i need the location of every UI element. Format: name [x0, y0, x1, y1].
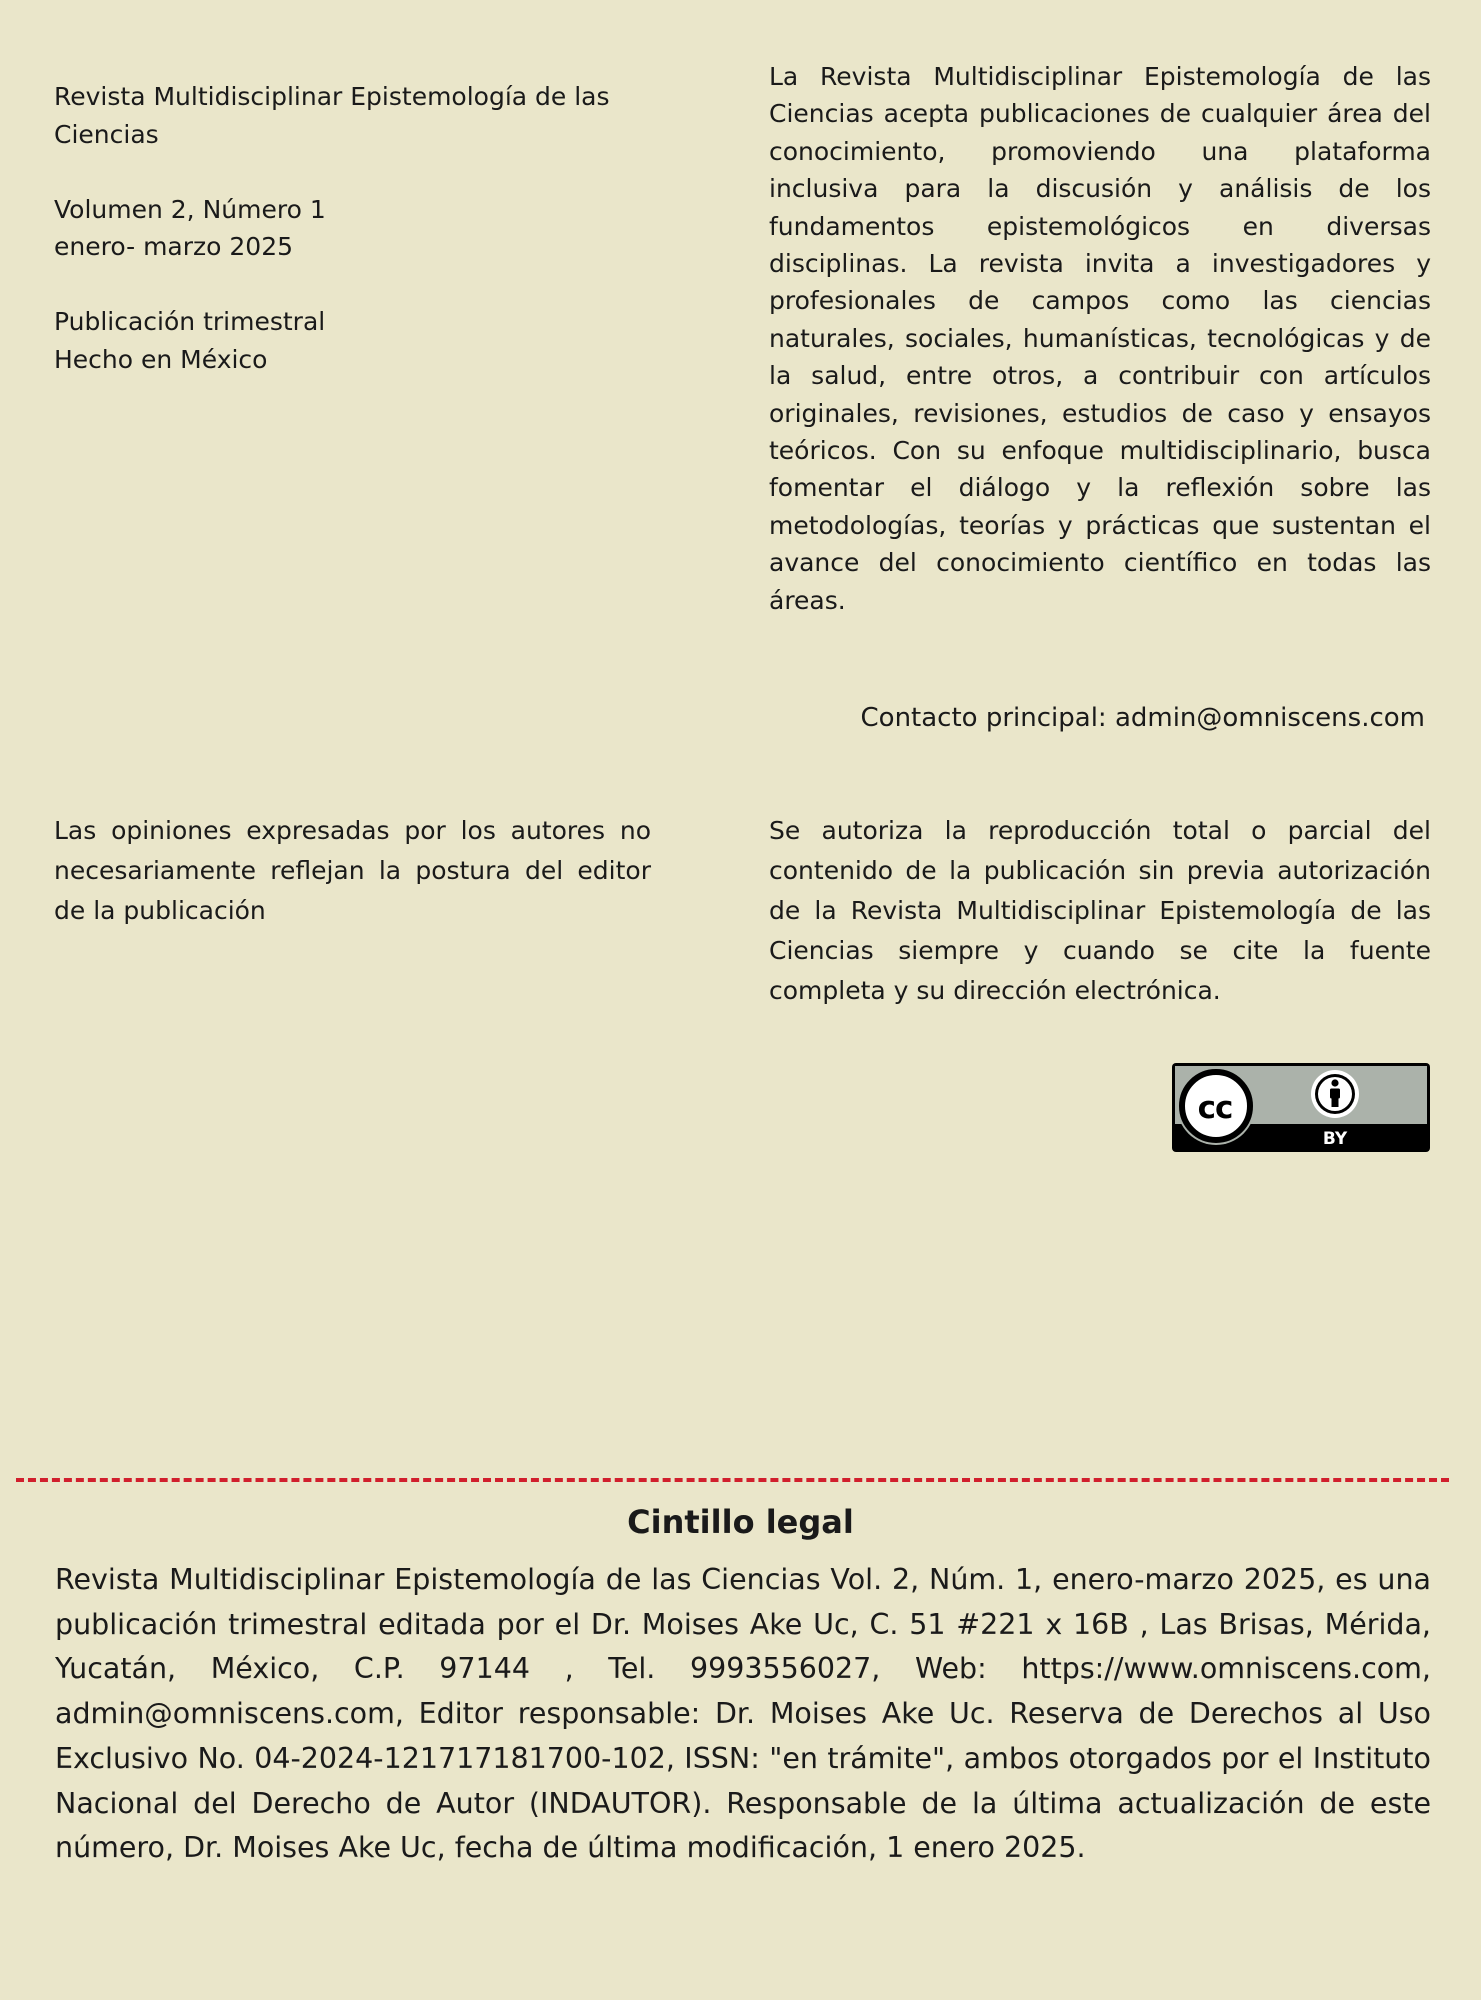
- publication-info: [54, 303, 654, 378]
- cc-by-license-icon: [1171, 1062, 1431, 1153]
- contact-line: Contacto principal: admin@omniscens.com: [860, 703, 1425, 733]
- by-label: BY: [1322, 1129, 1348, 1149]
- cc-label: cc: [1197, 1090, 1233, 1126]
- issue-period: enero- marzo 2025: [54, 232, 294, 261]
- publication-frequency: Publicación trimestral: [54, 307, 326, 336]
- legal-title: Cintillo legal: [627, 1503, 854, 1541]
- reproduction-notice: Se autoriza la reproducción total o parcial del contenido de la publicación sin previa autorización de la Revista Multidisciplinar Epistemología de las Ciencias siempre y cuando se cite la fuente completa y su dirección electrónica.: [769, 816, 1431, 1005]
- masthead-info: [54, 78, 654, 416]
- section-divider: [16, 1478, 1449, 1482]
- journal-name: Revista Multidisciplinar Epistemología de las Ciencias: [54, 82, 610, 149]
- issue-info: [54, 191, 654, 266]
- publication-origin: Hecho en México: [54, 344, 268, 374]
- disclaimer-text: Las opiniones expresadas por los autores no necesariamente reflejan la postura del editor de la publicación: [54, 816, 651, 925]
- volume-number: Volumen 2, Número 1: [54, 194, 326, 224]
- legal-text: Revista Multidisciplinar Epistemología de las Ciencias Vol. 2, Núm. 1, enero-marzo 2025, es una publicación trimestral editada por el Dr. Moises Ake Uc, C. 51 #221 x 16B , Las Brisas, Mérida, Yucatán, México, C.P. 97144 , Tel. 9993556027, Web: https://www.omniscens.com, admin@omniscens.com, Editor responsable: Dr. Moises Ake Uc. Reserva de Derechos al Uso Exclusivo No. 04-2024-121717181700-102, ISSN: "en trámite", ambos otorgados por el Instituto Nacional del Derecho de Autor (INDAUTOR). Responsable de la última actualización de este número, Dr. Moises Ake Uc, fecha de última modificación, 1 enero 2025.: [55, 1563, 1431, 1865]
- journal-description: La Revista Multidisciplinar Epistemología de las Ciencias acepta publicaciones de cualquier área del conocimiento, promoviendo una plataforma inclusiva para la discusión y análisis de los fundamentos epistemológicos en diversas disciplinas. La revista invita a investigadores y profesionales de campos como las ciencias naturales, sociales, humanísticas, tecnológicas y de la salud, entre otros, a contribuir con artículos originales, revisiones, estudios de caso y ensayos teóricos. Con su enfoque multidisciplinario, busca fomentar el diálogo y la reflexión sobre las metodologías, teorías y prácticas que sustentan el avance del conocimiento científico en todas las áreas.: [769, 62, 1431, 615]
